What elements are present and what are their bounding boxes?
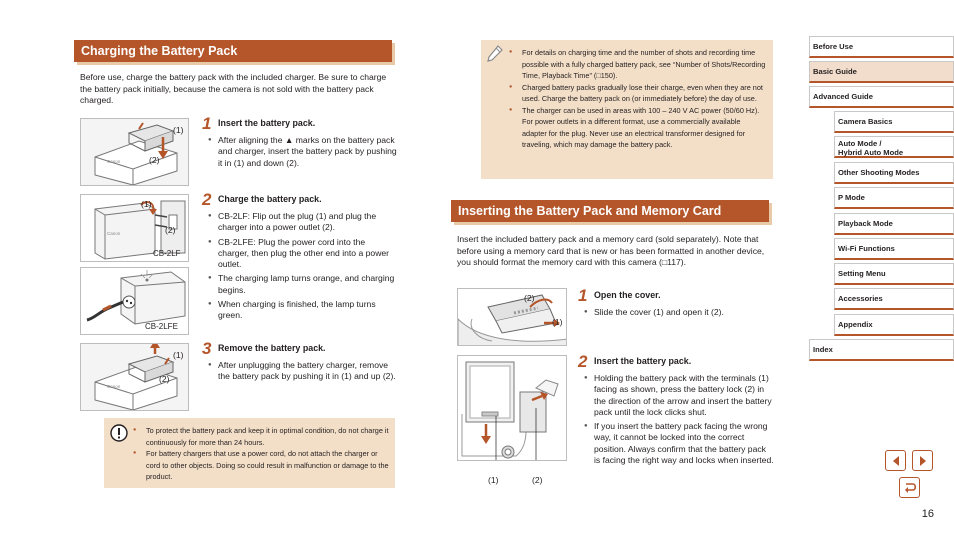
nav-playback-mode[interactable]: Playback Mode: [834, 213, 954, 235]
nav-appendix[interactable]: Appendix: [834, 314, 954, 336]
bullet-item: ● CB-2LFE: Plug the power cord into the charger, then plug the other end into a power outlet.: [208, 237, 398, 271]
step-number: 1: [202, 114, 212, 133]
prev-page-icon: [890, 455, 902, 467]
prev-page-button[interactable]: [885, 450, 906, 471]
pencil-note-icon: [486, 44, 504, 64]
step-title: Charge the battery pack.: [218, 194, 322, 204]
section-heading-charging: Charging the Battery Pack: [74, 40, 392, 62]
step-title: Insert the battery pack.: [594, 356, 692, 366]
illus-callout: (2): [159, 374, 170, 384]
bullet-item: ● Slide the cover (1) and open it (2).: [584, 307, 774, 318]
illus-callout: (1): [141, 199, 152, 209]
caution-item: ● For battery chargers that use a power cord, do not attach the charger or cord to other objects. Doing so could result in malfunction or damage to the product.: [133, 448, 391, 483]
illus-callout: (1): [173, 350, 184, 360]
step-title: Open the cover.: [594, 290, 661, 300]
section-heading-inserting: Inserting the Battery Pack and Memory Card: [451, 200, 769, 222]
note-item: ● The charger can be used in areas with 100 – 240 V AC power (50/60 Hz). For power outlets in a different format, use a commercially available adapter for the plug. Never use an electrical transformer designed for traveling, which may damage the battery pack.: [509, 105, 767, 151]
info-note-box: [481, 40, 773, 179]
nav-wifi-functions[interactable]: Wi-Fi Functions: [834, 238, 954, 260]
note-item: ● For details on charging time and the number of shots and recording time possible with a fully charged battery pack, see “Number of Shots/Recording Time, Playback Time” (□150).: [509, 47, 767, 82]
step-title: Remove the battery pack.: [218, 343, 326, 353]
step-bullets: [584, 373, 774, 469]
svg-text:Canon: Canon: [107, 159, 121, 164]
note-item: ● Charged battery packs gradually lose their charge, even when they are not used. Charge the battery pack on (or immediately before) the day of use.: [509, 82, 767, 105]
step-number: 1: [578, 286, 588, 305]
nav-other-shooting-modes[interactable]: Other Shooting Modes: [834, 162, 954, 184]
insert-battery-camera-illustration: [457, 355, 567, 461]
bullet-item: ● The charging lamp turns orange, and charging begins.: [208, 273, 398, 296]
remove-battery-illustration: [80, 343, 189, 411]
nav-camera-basics[interactable]: Camera Basics: [834, 111, 954, 133]
illus-callout: (2): [524, 293, 535, 303]
step-bullets: [584, 307, 774, 321]
inserting-intro: Insert the included battery pack and a memory card (sold separately). Note that before using a memory card that is new or has been formatted in another device, you should format the memory card with this camera (□117).: [457, 234, 765, 267]
bullet-item: ● When charging is finished, the lamp turns green.: [208, 299, 398, 322]
bullet-item: ● Holding the battery pack with the terminals (1) facing as shown, press the battery lock (2) in the direction of the arrow and insert the battery pack until the lock clicks shut.: [584, 373, 774, 418]
nav-p-mode[interactable]: P Mode: [834, 187, 954, 209]
cb2lfe-illustration: [80, 267, 189, 335]
page-number: 16: [921, 508, 934, 520]
next-page-button[interactable]: [912, 450, 933, 471]
step-bullets: [208, 360, 398, 386]
illus-callout: (2): [165, 225, 176, 235]
step-number: 3: [202, 339, 212, 358]
step-bullets: [208, 135, 398, 172]
step-title: Insert the battery pack.: [218, 118, 316, 128]
insert-battery-illustration: [80, 118, 189, 186]
nav-index[interactable]: Index: [809, 339, 954, 361]
return-icon: [903, 482, 917, 494]
nav-setting-menu[interactable]: Setting Menu: [834, 263, 954, 285]
illus-callout: (2): [532, 475, 543, 485]
nav-before-use[interactable]: Before Use: [809, 36, 954, 58]
open-cover-illustration: [457, 288, 567, 346]
nav-advanced-guide[interactable]: Advanced Guide: [809, 86, 954, 108]
svg-text:Canon: Canon: [107, 384, 121, 389]
caution-item: ● To protect the battery pack and keep it in optimal condition, do not charge it continuously for more than 24 hours.: [133, 425, 391, 448]
bullet-item: ● CB-2LF: Flip out the plug (1) and plug the charger into a power outlet (2).: [208, 211, 398, 234]
bullet-item: ● After aligning the ▲ marks on the battery pack and charger, insert the battery pack by pushing it in (1) and down (2).: [208, 135, 398, 169]
nav-basic-guide[interactable]: Basic Guide: [809, 61, 954, 83]
nav-accessories[interactable]: Accessories: [834, 288, 954, 310]
svg-text:Canon: Canon: [107, 231, 121, 236]
next-page-icon: [917, 455, 929, 467]
step-bullets: [208, 211, 398, 325]
charging-intro: Before use, charge the battery pack with the included charger. Be sure to charge the battery pack initially, because the camera is not sold with the battery pack charged.: [80, 72, 387, 105]
illus-callout: (1): [488, 475, 499, 485]
model-label-cb2lfe: CB-2LFE: [145, 322, 178, 331]
step-number: 2: [202, 190, 212, 209]
illus-callout: (1): [173, 125, 184, 135]
model-label-cb2lf: CB-2LF: [153, 249, 181, 258]
cb2lf-illustration: [80, 194, 189, 262]
caution-box: [104, 418, 395, 488]
bullet-item: ● If you insert the battery pack facing the wrong way, it cannot be locked into the correct position. Always confirm that the battery pack is facing the right way and locks when inserted.: [584, 421, 774, 466]
caution-icon: [110, 424, 128, 442]
step-number: 2: [578, 352, 588, 371]
illus-callout: (2): [149, 155, 160, 165]
return-button[interactable]: [899, 477, 920, 498]
illus-callout: (1): [552, 317, 563, 327]
bullet-item: ● After unplugging the battery charger, remove the battery pack by pushing it in (1) and up (2).: [208, 360, 398, 383]
nav-auto-mode[interactable]: Auto Mode / Hybrid Auto Mode: [834, 136, 954, 158]
